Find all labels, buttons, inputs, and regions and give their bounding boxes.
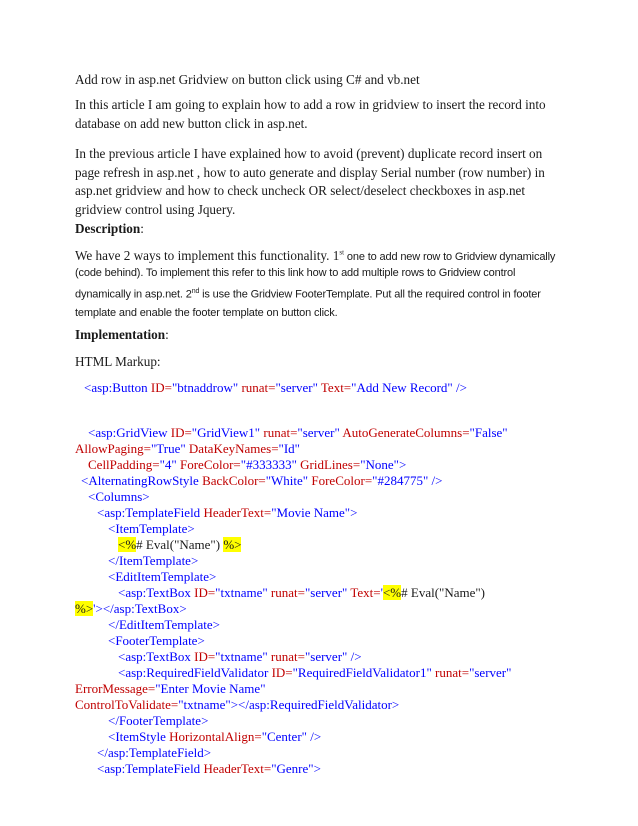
code-token: /> <box>306 729 322 744</box>
implementation-heading <box>75 327 169 343</box>
code-token: "Add New Record" <box>351 380 453 395</box>
code-token: /> <box>428 473 443 488</box>
code-token: "#333333" <box>240 457 297 472</box>
code-token: "4" <box>159 457 177 472</box>
code-token: <asp:Button <box>84 380 151 395</box>
code-token: Text= <box>317 380 352 395</box>
code-token: "Enter Movie Name" <box>155 681 266 696</box>
implementation-heading-text: Implementation <box>75 327 166 342</box>
code-token: ></asp:RequiredFieldValidator> <box>230 697 400 712</box>
code-token: "Id" <box>278 441 300 456</box>
code-token: HeaderText= <box>203 761 272 776</box>
code-token: > <box>350 505 358 520</box>
code-token: <asp:TemplateField <box>97 761 204 776</box>
code-line-3 <box>75 441 300 457</box>
code-token: BackColor= <box>202 473 266 488</box>
code-token: # Eval("Name") <box>136 537 224 552</box>
code-token: ForeColor= <box>308 473 373 488</box>
code-token: /> <box>452 380 467 395</box>
description-line-3-b: is use the Gridview FooterTemplate. Put all the required control in footer <box>199 288 541 301</box>
code-line-18 <box>75 681 266 697</box>
previous-line: page refresh in asp.net , how to auto generate and display Serial number (row number) in <box>75 164 545 180</box>
code-line-10: </ItemTemplate> <box>108 553 199 568</box>
code-token: "Genre" <box>271 761 314 776</box>
description-line-1 <box>75 248 555 264</box>
code-token: ID= <box>150 380 172 395</box>
code-token: "Movie Name" <box>271 505 351 520</box>
code-line-6: <Columns> <box>88 489 150 504</box>
code-token: HeaderText= <box>203 505 272 520</box>
code-line-11: <EditItemTemplate> <box>108 569 217 584</box>
code-line-1 <box>84 380 467 396</box>
description-rest <box>75 264 541 322</box>
code-token: "btnaddrow" <box>171 380 239 395</box>
code-line-4 <box>88 457 406 473</box>
code-line-5 <box>81 473 442 489</box>
code-token: CellPadding= <box>88 457 160 472</box>
code-token: <asp:TextBox <box>118 585 195 600</box>
article-title: Add row in asp.net Gridview on button click using C# and vb.net <box>75 72 420 87</box>
code-line-21 <box>108 729 321 745</box>
intro-paragraph <box>75 96 546 133</box>
description-heading-colon: : <box>140 221 144 236</box>
code-line-14: </EditItemTemplate> <box>108 617 220 632</box>
code-line-15: <FooterTemplate> <box>108 633 205 648</box>
superscript-st: st <box>339 248 345 257</box>
code-token: runat= <box>267 649 305 664</box>
code-token: # Eval("Name") <box>401 585 486 600</box>
code-token: runat= <box>267 585 305 600</box>
code-token: runat= <box>238 380 276 395</box>
code-token: HorizontalAlign= <box>169 729 262 744</box>
code-token: ErrorMessage= <box>75 681 156 696</box>
code-token: ForeColor= <box>176 457 241 472</box>
code-token: <asp:RequiredFieldValidator <box>118 665 272 680</box>
code-token: > <box>398 457 407 472</box>
code-token: "#284775" <box>372 473 429 488</box>
code-token: "server" <box>304 649 348 664</box>
code-token: "txtname" <box>215 649 268 664</box>
code-line-13 <box>75 601 187 617</box>
code-token: runat= <box>431 665 470 680</box>
code-token: > <box>313 761 321 776</box>
code-line-19 <box>75 697 399 713</box>
code-token: "False" <box>469 425 508 440</box>
code-line-2 <box>88 425 508 441</box>
code-token: "White" <box>265 473 309 488</box>
code-token: "GridView1" <box>191 425 261 440</box>
code-token: ID= <box>194 585 216 600</box>
previous-line: asp.net gridview and how to check uncheck OR select/deselect checkboxes in asp.net <box>75 183 526 198</box>
code-token: "server" <box>304 585 348 600</box>
description-heading-text: Description <box>75 221 141 236</box>
intro-line: database on add new button click in asp.net. <box>75 115 308 131</box>
code-line-22: </asp:TemplateField> <box>97 745 212 760</box>
code-token: Text= <box>347 585 381 600</box>
description-line-4: template and enable the footer template on button click. <box>75 306 338 319</box>
description-heading <box>75 221 144 237</box>
code-token: "Center" <box>261 729 307 744</box>
code-token: <ItemStyle <box>108 729 170 744</box>
code-token: "True" <box>150 441 186 456</box>
code-token: GridLines= <box>296 457 361 472</box>
code-line-23 <box>97 761 321 777</box>
code-token: AutoGenerateColumns= <box>339 425 470 440</box>
code-token: runat= <box>260 425 298 440</box>
superscript-nd: nd <box>191 287 200 295</box>
html-markup-label: HTML Markup: <box>75 354 161 369</box>
implementation-heading-colon: : <box>165 327 169 342</box>
code-token: DataKeyNames= <box>185 441 279 456</box>
code-token: <asp:GridView <box>88 425 171 440</box>
code-line-9 <box>118 537 241 553</box>
previous-articles-paragraph <box>75 145 545 219</box>
intro-line: In this article I am going to explain how to add a row in gridview to insert the record into <box>75 97 546 112</box>
code-token: <% <box>382 585 402 600</box>
code-token: <% <box>118 537 137 552</box>
previous-line: gridview control using Jquery. <box>75 201 236 217</box>
code-token: ' <box>380 585 383 600</box>
code-token: <AlternatingRowStyle <box>81 473 203 488</box>
code-token: "txtname" <box>215 585 268 600</box>
code-token: ID= <box>170 425 192 440</box>
code-token: /> <box>347 649 362 664</box>
description-line-3 <box>75 283 541 304</box>
code-token: ControlToValidate= <box>75 697 179 712</box>
code-token: ID= <box>271 665 293 680</box>
code-token: ' <box>93 601 96 616</box>
code-line-16 <box>118 649 362 665</box>
code-line-17 <box>118 665 511 681</box>
previous-line: In the previous article I have explained how to avoid (prevent) duplicate record insert on <box>75 146 543 161</box>
description-line-3-a: dynamically in asp.net. 2 <box>75 288 192 301</box>
code-line-8: <ItemTemplate> <box>108 521 195 536</box>
code-token: "None" <box>360 457 399 472</box>
code-token: <asp:TextBox <box>118 649 195 664</box>
code-token: AllowPaging= <box>75 441 151 456</box>
code-token: "server" <box>297 425 340 440</box>
description-line-1-a: We have 2 ways to implement this functionality. 1 <box>75 248 340 263</box>
description-line-1-b: one to add new row to Gridview dynamically <box>344 251 556 263</box>
code-line-20: </FooterTemplate> <box>108 713 209 728</box>
code-token: <asp:TemplateField <box>97 505 204 520</box>
code-line-12 <box>118 585 485 601</box>
code-token: "server" <box>275 380 318 395</box>
code-token: "txtname" <box>178 697 231 712</box>
code-token: ID= <box>194 649 216 664</box>
code-token: "server" <box>469 665 512 680</box>
code-token: ></asp:TextBox> <box>95 601 187 616</box>
description-line-2: (code behind). To implement this refer to this link how to add multiple rows to Gridview control <box>75 267 516 279</box>
code-token: %> <box>223 537 242 552</box>
code-token: "RequiredFieldValidator1" <box>292 665 432 680</box>
code-line-7 <box>97 505 357 521</box>
code-token: %> <box>75 601 94 616</box>
